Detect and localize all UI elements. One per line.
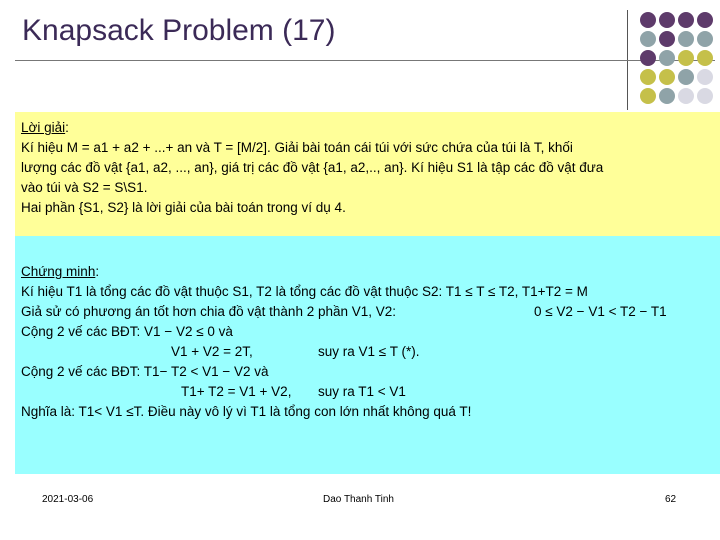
proof-line bbox=[21, 302, 714, 322]
decorative-dot bbox=[659, 31, 675, 47]
decorative-dot bbox=[659, 12, 675, 28]
decorative-dot bbox=[659, 50, 675, 66]
solution-box bbox=[15, 112, 720, 236]
proof-line bbox=[21, 342, 714, 362]
proof-line: Kí hiệu T1 là tổng các đồ vật thuộc S1, T2 là tổng các đồ vật thuộc S2: T1 ≤ T ≤ T2, T1+T2 = M bbox=[21, 284, 588, 299]
decorative-dot bbox=[697, 88, 713, 104]
decorative-dot bbox=[640, 31, 656, 47]
solution-line: vào túi và S2 = S\S1. bbox=[21, 180, 148, 195]
decorative-dot bbox=[659, 69, 675, 85]
decorative-dot bbox=[640, 12, 656, 28]
proof-line-text: T1+ T2 = V1 + V2, bbox=[181, 384, 292, 399]
solution-heading-line bbox=[21, 118, 714, 138]
title-horizontal-rule bbox=[15, 60, 715, 61]
proof-line: Cộng 2 vế các BĐT: T1− T2 < V1 − V2 và bbox=[21, 364, 269, 379]
proof-line-text: V1 + V2 = 2T, bbox=[171, 344, 253, 359]
solution-line: Kí hiệu M = a1 + a2 + ...+ an và T = [M/2]. Giải bài toán cái túi với sức chứa của túi là T, khối bbox=[21, 140, 573, 155]
proof-line-right: suy ra T1 < V1 bbox=[318, 384, 406, 399]
footer-author: Dao Thanh Tinh bbox=[323, 494, 394, 505]
decorative-dot bbox=[678, 31, 694, 47]
footer-page-number: 62 bbox=[665, 494, 677, 505]
decorative-dot bbox=[678, 88, 694, 104]
slide-title: Knapsack Problem (17) bbox=[22, 14, 336, 47]
decorative-dot bbox=[659, 88, 675, 104]
decorative-dot-grid bbox=[640, 12, 720, 110]
proof-heading-line bbox=[21, 262, 714, 282]
proof-line bbox=[21, 382, 714, 402]
solution-line: Hai phần {S1, S2} là lời giải của bài toán trong ví dụ 4. bbox=[21, 200, 346, 215]
proof-heading: Chứng minh bbox=[21, 264, 96, 279]
proof-line: Nghĩa là: T1< V1 ≤T. Điều này vô lý vì T1 là tổng con lớn nhất không quá T! bbox=[21, 404, 472, 419]
decorative-dot bbox=[697, 50, 713, 66]
solution-heading-colon: : bbox=[65, 120, 69, 135]
proof-heading-colon: : bbox=[95, 264, 100, 279]
decorative-dot bbox=[678, 12, 694, 28]
decorative-dot bbox=[697, 69, 713, 85]
footer-date: 2021-03-06 bbox=[42, 494, 94, 505]
proof-line: Cộng 2 vế các BĐT: V1 − V2 ≤ 0 và bbox=[21, 324, 233, 339]
proof-box bbox=[15, 236, 720, 474]
decorative-dot bbox=[640, 50, 656, 66]
decorative-dot bbox=[640, 88, 656, 104]
decorative-dot bbox=[697, 31, 713, 47]
proof-line-text: Giả sử có phương án tốt hơn chia đồ vật thành 2 phần V1, V2: bbox=[21, 304, 397, 319]
decorative-dot bbox=[640, 69, 656, 85]
solution-line: lượng các đồ vật {a1, a2, ..., an}, giá trị các đồ vật {a1, a2,.., an}. Kí hiệu S1 là tập các đồ vật đưa bbox=[21, 160, 604, 175]
solution-heading: Lời giải bbox=[21, 120, 66, 135]
decorative-dot bbox=[678, 69, 694, 85]
decorative-dot bbox=[697, 12, 713, 28]
proof-line-right: suy ra V1 ≤ T (*). bbox=[318, 344, 420, 359]
decorative-dot bbox=[678, 50, 694, 66]
proof-line-right: 0 ≤ V2 − V1 < T2 − T1 bbox=[534, 304, 667, 319]
